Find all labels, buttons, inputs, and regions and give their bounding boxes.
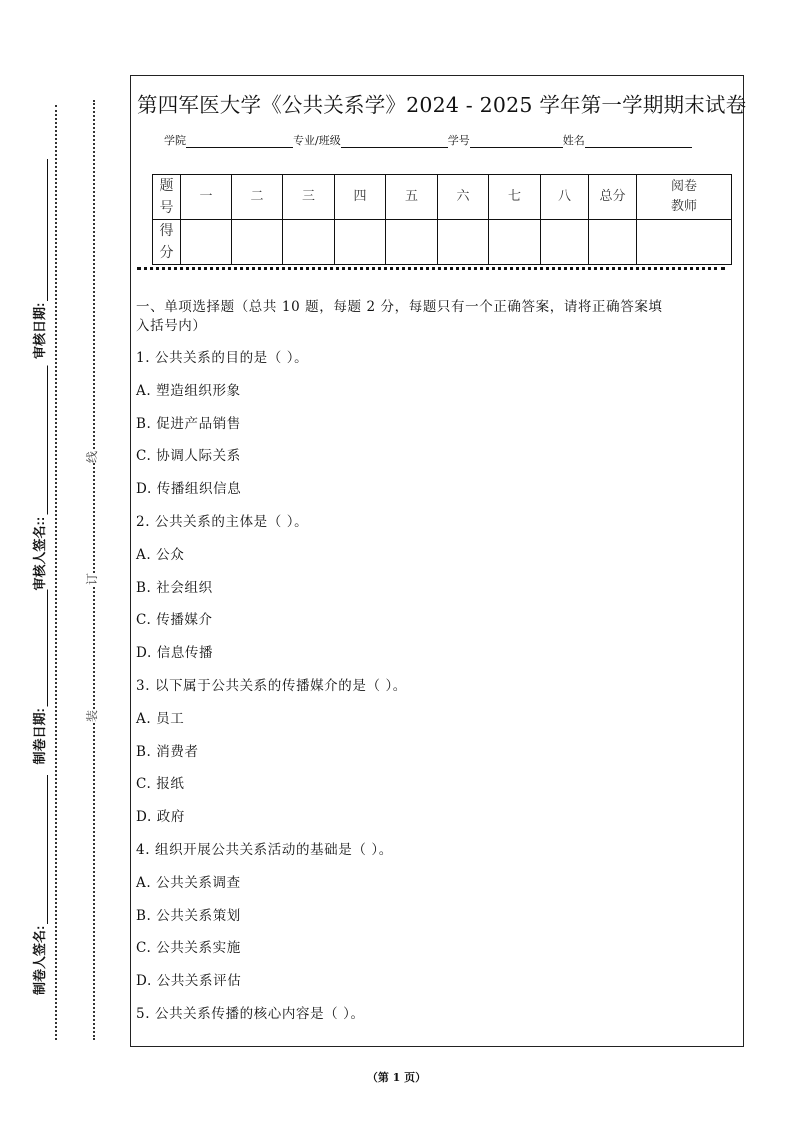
column-header: 三 bbox=[283, 175, 335, 220]
college-field[interactable] bbox=[186, 135, 293, 148]
question-stem: 2. 公共关系的主体是（ ）。 bbox=[136, 514, 309, 530]
score-cell[interactable] bbox=[283, 220, 335, 265]
answer-option: B. 社会组织 bbox=[136, 579, 213, 596]
column-header: 八 bbox=[541, 175, 589, 220]
review-date-label: 审核日期: bbox=[32, 302, 47, 359]
column-header: 一 bbox=[181, 175, 232, 220]
student-info-row bbox=[164, 132, 692, 148]
bind-marker: 订 bbox=[85, 572, 100, 586]
paper-maker-signature-label: 制卷人签名: bbox=[32, 925, 47, 995]
answer-option: B. 消费者 bbox=[136, 743, 199, 760]
question-stem: 1. 公共关系的目的是（ ）。 bbox=[136, 350, 309, 366]
staple-marker: 装 bbox=[85, 709, 100, 723]
column-header: 二 bbox=[232, 175, 283, 220]
table-row bbox=[153, 175, 732, 220]
score-cell[interactable] bbox=[232, 220, 283, 265]
section-heading: 一、单项选择题（总共 10 题，每题 2 分，每题只有一个正确答案，请将正确答案填 bbox=[136, 299, 663, 315]
table-row bbox=[153, 220, 732, 265]
answer-option: C. 报纸 bbox=[136, 776, 185, 793]
score-cell[interactable] bbox=[386, 220, 438, 265]
inner-dotted-line bbox=[93, 100, 95, 1040]
column-header: 七 bbox=[489, 175, 541, 220]
paper-date-field bbox=[32, 590, 48, 765]
score-cell[interactable] bbox=[637, 220, 732, 265]
column-header: 六 bbox=[438, 175, 489, 220]
answer-option: D. 信息传播 bbox=[136, 645, 214, 662]
column-header: 总分 bbox=[589, 175, 637, 220]
score-cell[interactable] bbox=[589, 220, 637, 265]
question-stem: 4. 组织开展公共关系活动的基础是（ ）。 bbox=[136, 842, 393, 858]
student-id-field[interactable] bbox=[470, 135, 563, 148]
exam-content-frame bbox=[130, 75, 747, 1047]
major-class-label: 专业/班级 bbox=[293, 134, 341, 147]
answer-option: C. 协调人际关系 bbox=[136, 448, 241, 465]
reviewer-signature-label: 审核人签名:: bbox=[32, 516, 47, 591]
major-class-field[interactable] bbox=[341, 135, 448, 148]
name-field[interactable] bbox=[585, 135, 692, 148]
score-table bbox=[152, 174, 732, 265]
page-number: （第 1 页） bbox=[366, 1071, 427, 1084]
column-header: 阅卷教师 bbox=[637, 175, 732, 220]
dotted-separator bbox=[137, 267, 725, 270]
line-marker: 线 bbox=[85, 450, 100, 464]
college-label: 学院 bbox=[164, 134, 186, 147]
row-header-score: 得分 bbox=[153, 220, 181, 265]
student-id-label: 学号 bbox=[447, 134, 470, 147]
row-header-question: 题号 bbox=[153, 175, 181, 220]
answer-option: C. 传播媒介 bbox=[136, 612, 213, 629]
score-cell[interactable] bbox=[541, 220, 589, 265]
paper-maker-signature-field bbox=[32, 775, 48, 995]
score-cell[interactable] bbox=[438, 220, 489, 265]
reviewer-signature-field bbox=[32, 366, 48, 591]
outer-dotted-line bbox=[55, 105, 57, 1040]
score-cell[interactable] bbox=[489, 220, 541, 265]
question-stem: 3. 以下属于公共关系的传播媒介的是（ ）。 bbox=[136, 678, 407, 694]
score-cell[interactable] bbox=[181, 220, 232, 265]
answer-option: A. 塑造组织形象 bbox=[136, 382, 241, 399]
answer-option: D. 政府 bbox=[136, 809, 185, 826]
answer-option: B. 公共关系策划 bbox=[136, 907, 241, 924]
column-header: 四 bbox=[335, 175, 386, 220]
answer-option: A. 公众 bbox=[136, 546, 185, 563]
answer-option: C. 公共关系实施 bbox=[136, 940, 241, 957]
paper-date-label: 制卷日期: bbox=[32, 708, 47, 765]
answer-option: B. 促进产品销售 bbox=[136, 415, 241, 432]
name-label: 姓名 bbox=[562, 134, 585, 147]
score-cell[interactable] bbox=[335, 220, 386, 265]
question-stem: 5. 公共关系传播的核心内容是（ ）。 bbox=[136, 1006, 365, 1022]
answer-option: A. 公共关系调查 bbox=[136, 874, 241, 891]
review-date-field bbox=[32, 159, 48, 359]
answer-option: D. 公共关系评估 bbox=[136, 973, 242, 990]
answer-option: A. 员工 bbox=[136, 710, 185, 727]
exam-title: 第四军医大学《公共关系学》2024 - 2025 学年第一学期期末试卷 bbox=[137, 93, 747, 117]
section-heading-cont: 入括号内） bbox=[136, 318, 207, 334]
answer-option: D. 传播组织信息 bbox=[136, 481, 242, 498]
column-header: 五 bbox=[386, 175, 438, 220]
